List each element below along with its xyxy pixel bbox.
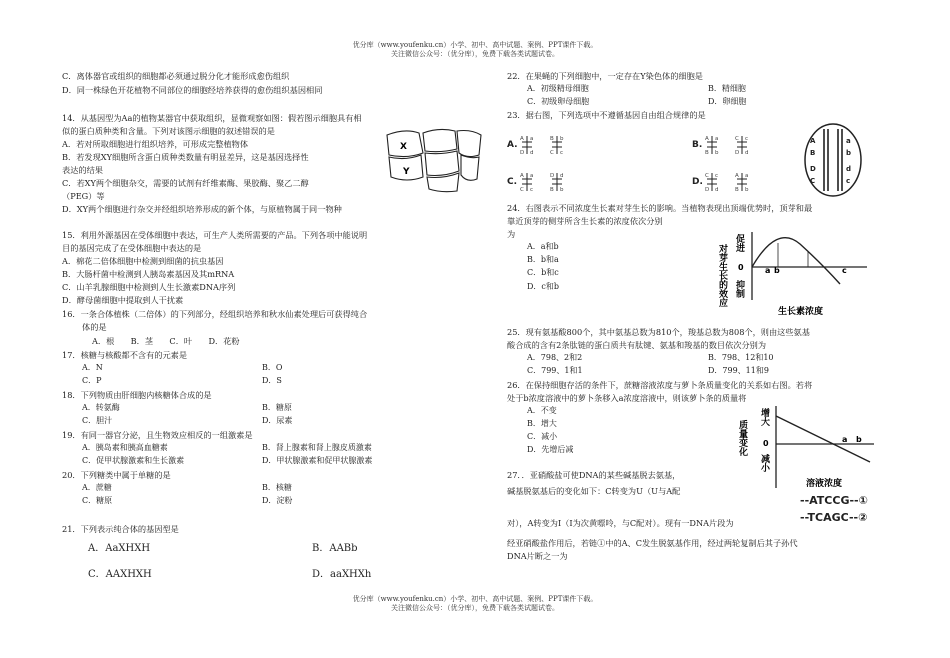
- q13-option-d: D．同一株绿色开花植物不同部位的细胞经培养获得的愈伤组织基因相同: [62, 85, 323, 95]
- svg-text:C.: C.: [507, 177, 518, 187]
- graph24-x-axis-label: 生长素浓度: [778, 307, 824, 317]
- q15-stem-1: 15．利用外源基因在受体细胞中表达，可生产人类所需要的产品。下列各项中能说明: [62, 230, 368, 240]
- svg-text:c: c: [530, 187, 534, 193]
- q27-stem-4: 经亚硝酸盐作用后，若链①中的A、C发生脱氨基作用，经过两轮复制后其子孙代: [507, 538, 798, 548]
- svg-text:a: a: [530, 173, 534, 179]
- svg-text:d: d: [846, 165, 852, 173]
- svg-text:B: B: [550, 187, 554, 193]
- svg-text:D.: D.: [692, 177, 703, 187]
- svg-text:D: D: [550, 173, 555, 179]
- q19-option-a: A．胰岛素和胰高血糖素: [82, 443, 168, 452]
- dna-strand-1: --ATCCG--①: [800, 494, 868, 507]
- q25-stem-1: 25．现有氨基酸800个，其中氨基总数为810个，羧基总数为808个，则由这些氨基: [507, 327, 810, 337]
- svg-text:a: a: [745, 173, 749, 179]
- q24-stem-1: 24．右图表示不同浓度生长素对芽生长的影响。当植物表现出顶端优势时，顶芽和最: [507, 203, 813, 213]
- q27-stem-1: 27．．亚硝酸盐可使DNA的某些碱基脱去氨基，: [507, 470, 681, 480]
- header-line-2: 关注微信公众号：（优分库），免费下载各类试题试卷。: [391, 50, 559, 58]
- graph26-decrease-label: 减小: [759, 454, 769, 472]
- svg-text:b: b: [560, 187, 564, 193]
- svg-text:d: d: [715, 187, 719, 193]
- q22-option-c: C．初级卵母细胞: [527, 97, 590, 106]
- q26-option-a: A．不变: [527, 406, 557, 415]
- svg-text:c: c: [560, 150, 564, 156]
- q14-stem-1: 14．从基因型为Aa的植物某器官中获取组织，显微观察如图：假若图示细胞具有相: [62, 113, 362, 123]
- graph26-x-axis-label: 溶液浓度: [806, 479, 843, 489]
- svg-text:d: d: [530, 150, 534, 156]
- q21-option-b: B．AABb: [312, 543, 358, 554]
- q21-stem: 21．下列表示纯合体的基因型是: [62, 524, 179, 534]
- svg-text:B: B: [705, 150, 709, 156]
- graph26-y-axis-label: 质量变化: [737, 420, 747, 456]
- q20-option-b: B．核糖: [262, 483, 292, 492]
- q14-option-d: D．XY两个细胞进行杂交并经组织培养形成的新个体，与原植物属于同一物种: [62, 204, 342, 214]
- svg-text:D: D: [520, 150, 525, 156]
- q18-option-a: A．转氨酶: [82, 403, 120, 412]
- q15-option-d: D．酵母菌细胞中提取到人干扰素: [62, 295, 184, 305]
- q17-option-c: C．P: [82, 376, 102, 385]
- svg-text:C: C: [550, 150, 554, 156]
- q15-option-b: B．大肠杆菌中检测到人胰岛素基因及其mRNA: [62, 269, 235, 279]
- q17-option-b: B．O: [262, 363, 283, 372]
- q26-stem-2: 处于b浓度溶液中的萝卜条移入a浓度溶液中，则该萝卜条的质量将: [507, 393, 747, 403]
- q22-stem: 22．在果蝇的下列细胞中，一定存在Y染色体的细胞是: [507, 71, 703, 81]
- svg-text:B: B: [810, 149, 816, 157]
- q20-stem: 20．下列糖类中属于单糖的是: [62, 470, 171, 480]
- q14-option-c-2: （PEG）等: [62, 191, 105, 201]
- graph26-point-a: a: [842, 435, 848, 444]
- graph24-point-b: b: [774, 266, 780, 275]
- q26-stem-1: 26．在保持细胞存活的条件下，蔗糖溶液浓度与萝卜条质量变化的关系如右图。若将: [507, 380, 813, 390]
- q18-stem: 18．下列物质由肝细胞内核糖体合成的是: [62, 390, 212, 400]
- svg-text:c: c: [846, 177, 851, 185]
- svg-text:B.: B.: [692, 140, 703, 150]
- svg-text:D: D: [735, 150, 740, 156]
- svg-text:B: B: [735, 187, 739, 193]
- svg-text:a: a: [715, 136, 719, 142]
- graph24-inhibit-label: 抑制: [734, 280, 744, 298]
- q19-option-d: D．甲状腺激素和促甲状腺激素: [262, 456, 373, 465]
- footer-line-1: 优分库（www.youfenku.cn）小学、初中、高中试题、案例、PPT课件下载。: [352, 595, 598, 603]
- q22-option-b: B．精细胞: [708, 84, 746, 93]
- cell-y-label: Y: [403, 167, 410, 177]
- q27-stem-2: 碱基脱氨基后的变化如下：C转变为U（U与A配: [507, 486, 681, 496]
- q20-option-c: C．糖原: [82, 496, 113, 505]
- svg-text:d: d: [745, 150, 749, 156]
- svg-text:a: a: [846, 137, 851, 145]
- q23-stem: 23．据右图，下列选项中不遵循基因自由组合规律的是: [507, 110, 706, 120]
- footer-line-2: 关注微信公众号：（优分库），免费下载各类试题试卷。: [391, 604, 559, 612]
- q24-stem-3: 为: [507, 229, 516, 239]
- svg-text:A: A: [810, 137, 816, 145]
- svg-text:D: D: [705, 187, 710, 193]
- q20-option-a: A．蔗糖: [82, 483, 112, 492]
- q22-option-a: A．初级精母细胞: [527, 84, 589, 93]
- q26-option-b: B．增大: [527, 419, 557, 428]
- svg-text:b: b: [846, 149, 852, 157]
- q21-option-c: C．AAXHXH: [88, 569, 152, 580]
- q24-option-a: A．a和b: [527, 242, 559, 251]
- q19-option-b: B．肾上腺素和肾上腺皮质激素: [262, 443, 372, 452]
- header-line-1: 优分库（www.youfenku.cn）小学、初中、高中试题、案例、PPT课件下载。: [352, 41, 598, 49]
- q25-option-a: A．798、2和2: [527, 353, 583, 362]
- graph24-promote-label: 促进: [734, 234, 744, 252]
- svg-text:A: A: [705, 136, 709, 142]
- q17-option-a: A．N: [82, 363, 103, 372]
- svg-text:C: C: [735, 136, 739, 142]
- q26-option-c: C．减小: [527, 432, 558, 441]
- q26-option-d: D．先增后减: [527, 445, 574, 454]
- q14-option-c-1: C．若XY两个细胞杂交，需要的试剂有纤维素酶、果胶酶、聚乙二醇: [62, 178, 309, 188]
- q25-option-b: B．798、12和10: [708, 353, 774, 362]
- q24-option-b: B．b和a: [527, 255, 559, 264]
- q24-stem-2: 靠近顶芽的侧芽所含生长素的浓度依次分别: [507, 216, 663, 226]
- q25-option-c: C．799、1和1: [527, 366, 583, 375]
- q15-option-a: A．棉花二倍体细胞中检测到细菌的抗虫基因: [62, 256, 224, 266]
- q18-option-d: D．尿素: [262, 416, 293, 425]
- q16-stem-1: 16．一条合体植株（二倍体）的下列部分，经组织培养和秋水仙素处理后可获得纯合: [62, 309, 368, 319]
- q15-stem-2: 目的基因完成了在受体细胞中表达的是: [62, 243, 202, 253]
- q13-option-c: C．离体器官或组织的细胞都必须通过脱分化才能形成愈伤组织: [62, 71, 290, 81]
- svg-text:A: A: [520, 136, 524, 142]
- svg-text:C: C: [520, 187, 524, 193]
- q17-option-d: D．S: [262, 376, 282, 385]
- q15-option-c: C．山羊乳腺细胞中检测到人生长激素DNA序列: [62, 282, 236, 292]
- q21-option-a: A．AaXHXH: [88, 543, 151, 554]
- q16-options: A．根 B．茎 C．叶 D．花粉: [92, 336, 240, 346]
- q22-option-d: D．卵细胞: [708, 97, 747, 106]
- graph24-zero-label: 0: [738, 263, 744, 272]
- q14-option-b-2: 表达的结果: [62, 165, 103, 175]
- svg-text:D: D: [810, 165, 816, 173]
- q19-stem: 19．有同一器官分泌，且生物效应相反的一组激素是: [62, 430, 253, 440]
- q20-option-d: D．淀粉: [262, 496, 293, 505]
- q23-options-diagram: [507, 128, 807, 198]
- graph26-point-b: b: [856, 435, 862, 444]
- q14-option-a: A．若对所取细胞进行组织培养，可形成完整植物体: [62, 139, 249, 149]
- q19-option-c: C．促甲状腺激素和生长激素: [82, 456, 185, 465]
- svg-text:C: C: [705, 173, 709, 179]
- graph26-increase-label: 增大: [759, 408, 769, 426]
- svg-text:A.: A.: [507, 140, 518, 150]
- svg-text:b: b: [745, 187, 749, 193]
- q24-option-c: C．b和c: [527, 268, 559, 277]
- svg-text:d: d: [560, 173, 564, 179]
- svg-text:A: A: [735, 173, 739, 179]
- auxin-effect-graph: [717, 228, 872, 320]
- q27-stem-3: 对），A转变为I（I为次黄嘌呤，与C配对）。现有一DNA片段为: [507, 518, 734, 528]
- graph24-y-axis-label: 对芽生长的效应: [717, 244, 727, 307]
- q14-stem-2: 似的蛋白质种类和含量。下列对该图示细胞的叙述错误的是: [62, 126, 275, 136]
- cell-x-label: X: [400, 142, 407, 152]
- q25-option-d: D．799、11和9: [708, 366, 769, 375]
- graph26-zero-label: 0: [763, 439, 769, 448]
- graph24-point-a: a: [765, 266, 771, 275]
- dna-strand-2: --TCAGC--②: [800, 511, 868, 524]
- svg-text:b: b: [560, 136, 564, 142]
- q18-option-b: B．糖原: [262, 403, 292, 412]
- svg-text:a: a: [530, 136, 534, 142]
- svg-text:c: c: [715, 173, 719, 179]
- svg-text:B: B: [550, 136, 554, 142]
- q18-option-c: C．胆汁: [82, 416, 113, 425]
- svg-text:A: A: [520, 173, 524, 179]
- q21-option-d: D．aaXHXh: [312, 569, 372, 580]
- chromosome-cell-diagram: [802, 121, 864, 199]
- graph24-point-c: c: [842, 266, 847, 275]
- q25-stem-2: 酸合成的含有2条肽链的蛋白质共有肽键、氨基和羧基的数目依次分别为: [507, 340, 767, 350]
- svg-text:C: C: [810, 177, 816, 185]
- plant-cells-diagram: [383, 125, 485, 195]
- mass-change-graph: [738, 404, 878, 496]
- q16-stem-2: 体的是: [82, 322, 107, 332]
- q17-stem: 17．核糖与核酸都不含有的元素是: [62, 350, 188, 360]
- q14-option-b-1: B．若发现XY细胞所含蛋白质种类数量有明显差异，这是基因选择性: [62, 152, 309, 162]
- svg-text:b: b: [715, 150, 719, 156]
- q24-option-d: D．c和b: [527, 282, 560, 291]
- q27-stem-5: DNA片断之一为: [507, 551, 568, 561]
- svg-text:c: c: [745, 136, 749, 142]
